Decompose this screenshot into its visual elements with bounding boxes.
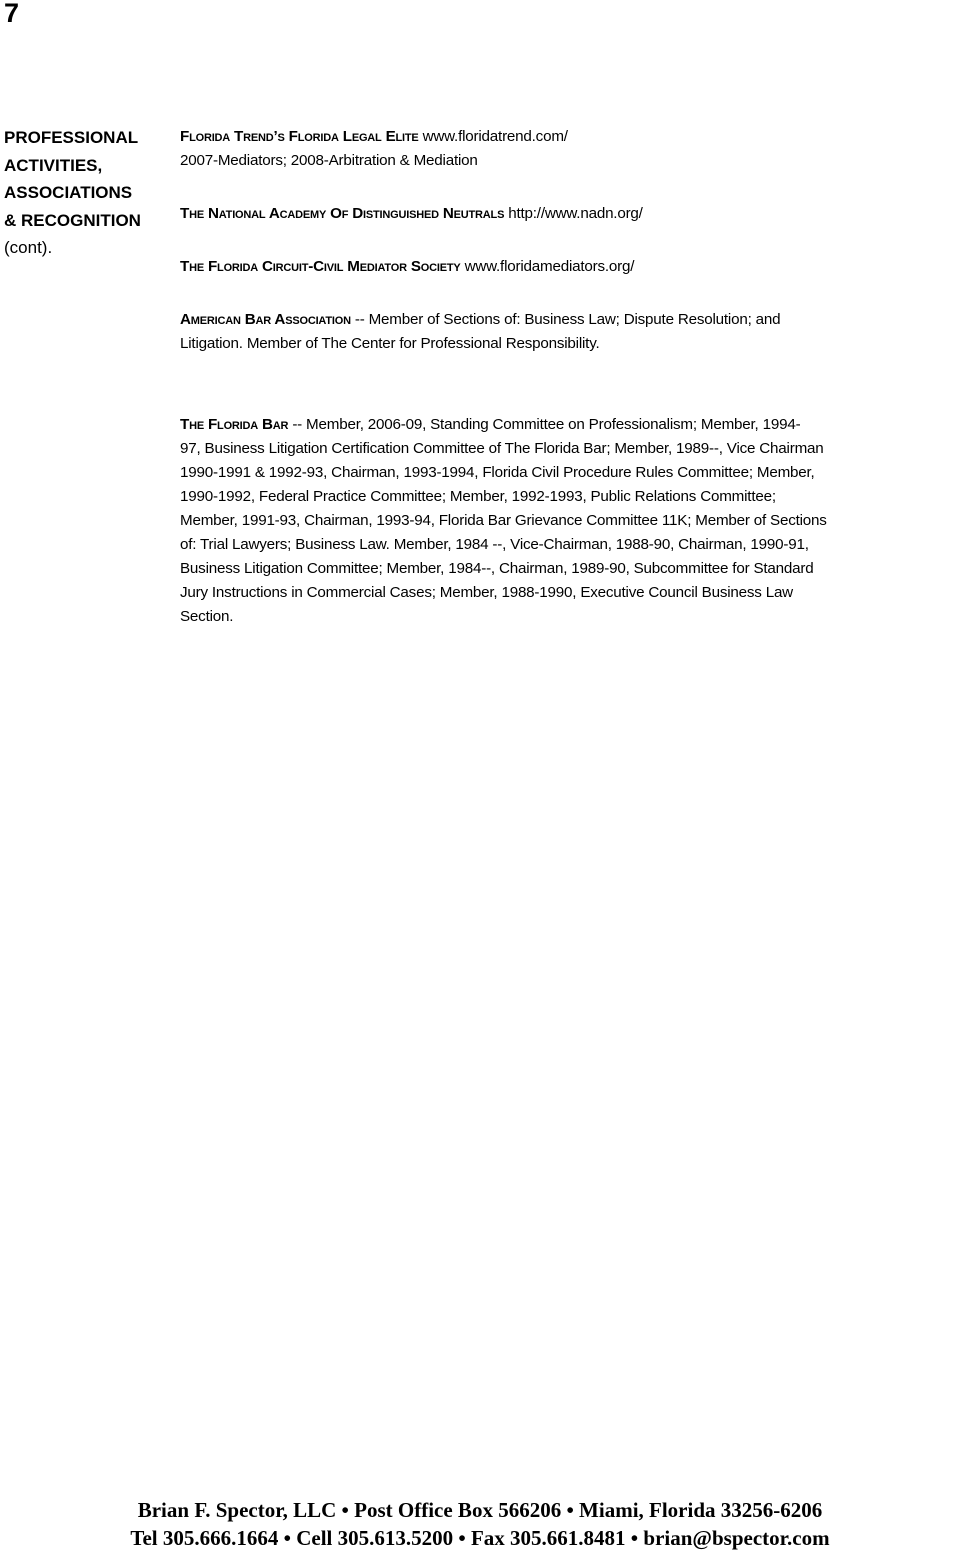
entry-text: -- Member of Sections of: Business Law; Dispute Resolution; and (350, 311, 781, 328)
entry-text: Litigation. Member of The Center for Professional Responsibility. (180, 335, 600, 352)
entry-name: The National Academy Of Distinguished Neutrals (180, 205, 505, 222)
page-number: 7 (4, 0, 20, 28)
entry-name: Florida Trend’s Florida Legal Elite (180, 128, 419, 145)
entry-url[interactable]: www.floridamediators.org/ (464, 258, 635, 275)
entry-text: 97, Business Litigation Certification Committee of The Florida Bar; Member, 1989--, Vice Chairman (180, 440, 824, 457)
entry-text: Business Litigation Committee; Member, 1984--, Chairman, 1989-90, Subcommittee for Standard (180, 560, 814, 577)
entry-fccms (180, 255, 634, 279)
entry-url[interactable]: http://www.nadn.org/ (508, 205, 643, 222)
entry-nadn (180, 202, 643, 226)
entry-text: Member, 1991-93, Chairman, 1993-94, Florida Bar Grievance Committee 11K; Member of Sections (180, 512, 827, 529)
entry-text: of: Trial Lawyers; Business Law. Member, 1984 --, Vice-Chairman, 1988-90, Chairman, 1990-91, (180, 536, 809, 553)
entry-url[interactable]: www.floridatrend.com/ (422, 128, 568, 145)
footer-address: Brian F. Spector, LLC • Post Office Box 566206 • Miami, Florida 33256-6206 (137, 1498, 823, 1522)
entry-text: 1990-1992, Federal Practice Committee; Member, 1992-1993, Public Relations Committee; (180, 488, 776, 505)
entry-name: The Florida Circuit-Civil Mediator Society (180, 258, 461, 275)
section-heading (4, 124, 141, 262)
footer-phones-email: Tel 305.666.1664 • Cell 305.613.5200 • Fax 305.661.8481 • brian@bspector.com (130, 1526, 830, 1550)
entry-aba (180, 308, 780, 356)
section-heading-line: PROFESSIONAL (4, 128, 139, 147)
entry-name: The Florida Bar (180, 416, 289, 433)
entry-text: -- Member, 2006-09, Standing Committee on Professionalism; Member, 1994- (288, 416, 801, 433)
section-heading-line: ACTIVITIES, (4, 155, 103, 175)
entry-text: 1990-1991 & 1992-93, Chairman, 1993-1994, Florida Civil Procedure Rules Committee; Member, (180, 464, 815, 481)
footer-contact (0, 1496, 960, 1552)
entry-text: Section. (180, 608, 234, 625)
section-heading-line: ASSOCIATIONS (4, 183, 133, 202)
entry-name: American Bar Association (180, 311, 351, 328)
section-heading-line: & RECOGNITION (4, 210, 141, 230)
section-cont: (cont). (4, 238, 53, 257)
entry-text: Jury Instructions in Commercial Cases; Member, 1988-1990, Executive Council Business Law (180, 584, 793, 601)
entry-florida-bar (180, 413, 827, 629)
entry-florida-trend (180, 125, 568, 173)
entry-detail: 2007-Mediators; 2008-Arbitration & Mediation (180, 152, 478, 169)
